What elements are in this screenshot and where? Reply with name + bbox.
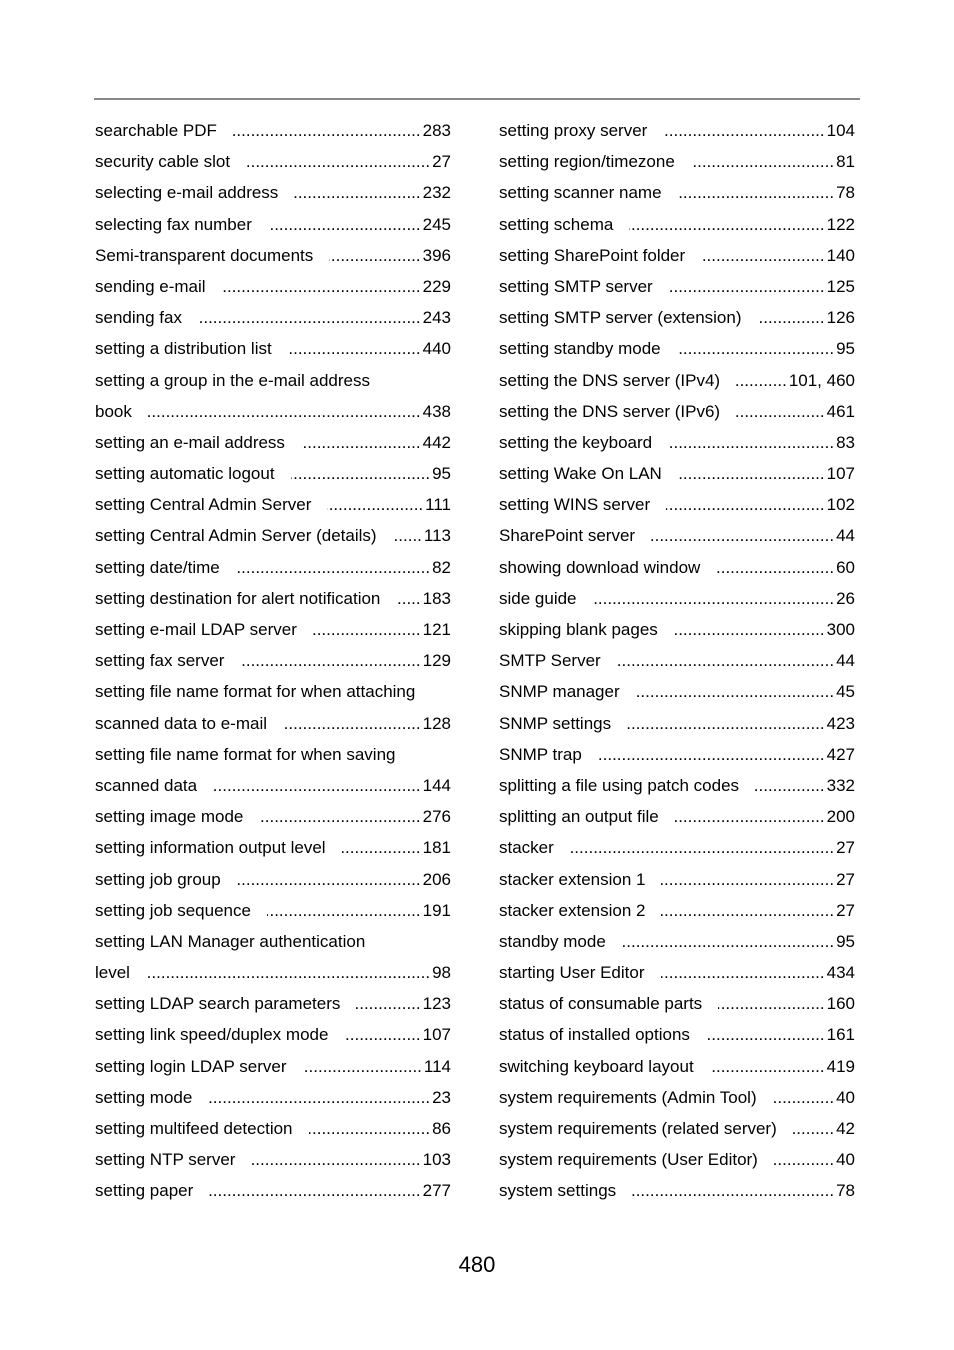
index-entry [499, 1019, 855, 1050]
index-entry [95, 1019, 451, 1050]
page-reference: 23 [432, 1087, 451, 1107]
index-term: setting mode [95, 1087, 193, 1107]
page-reference: 42 [836, 1119, 855, 1138]
index-entry [499, 770, 855, 801]
index-entry [499, 676, 855, 707]
dot-leader [246, 146, 430, 177]
index-entry [499, 926, 855, 957]
page-reference: 245 [422, 214, 451, 234]
index-term: setting file name format for when attaching [95, 682, 416, 702]
page-reference: 95 [432, 464, 451, 484]
page-reference: 191 [422, 900, 451, 920]
index-term: setting link speed/duplex mode [95, 1025, 329, 1045]
index-term: SharePoint server [499, 526, 636, 546]
header-rule [94, 98, 860, 100]
index-term: setting region/timezone [499, 152, 675, 172]
index-entry [95, 739, 451, 770]
index-entry [499, 302, 855, 333]
index-entry [95, 146, 451, 177]
page-reference: 44 [836, 526, 855, 546]
index-entry [95, 676, 451, 707]
index-term: starting User Editor [499, 963, 645, 983]
page-reference: 206 [422, 869, 451, 889]
page-reference: 161 [826, 1025, 855, 1045]
index-entry [499, 583, 855, 614]
page-reference: 60 [836, 557, 855, 577]
dot-leader [209, 1175, 420, 1206]
index-entry [95, 1144, 451, 1175]
page-reference: 283 [422, 121, 451, 140]
index-term: splitting a file using patch codes [499, 775, 740, 795]
index-entry [499, 988, 855, 1019]
index-entry [95, 645, 451, 676]
index-term: setting destination for alert notification [95, 588, 381, 608]
dot-leader [677, 333, 834, 364]
index-entry [499, 458, 855, 489]
page-reference: 104 [826, 121, 855, 140]
index-term: setting the keyboard [499, 432, 653, 452]
page-reference: 111 [425, 495, 451, 515]
page-reference: 95 [836, 931, 855, 951]
index-entry [95, 832, 451, 863]
index-term: setting paper [95, 1181, 194, 1201]
page-reference: 419 [826, 1056, 855, 1076]
index-term: stacker extension 1 [499, 869, 646, 889]
dot-leader [570, 832, 834, 863]
page-reference: 95 [836, 339, 855, 359]
index-term: security cable slot [95, 152, 231, 172]
index-entry [499, 895, 855, 926]
dot-leader [233, 115, 421, 146]
index-term: setting NTP server [95, 1150, 236, 1170]
page-reference: 300 [826, 620, 855, 639]
page-reference: 107 [826, 464, 855, 484]
dot-leader [267, 895, 421, 926]
page-reference: 129 [422, 651, 451, 671]
page-reference: 123 [422, 994, 451, 1014]
page-reference: 121 [422, 620, 451, 639]
page-reference: 103 [422, 1150, 451, 1170]
page-reference: 229 [422, 276, 451, 296]
dot-leader [237, 864, 421, 895]
index-column-right [499, 115, 855, 1207]
page-reference: 114 [423, 1056, 451, 1076]
page-reference: 45 [836, 682, 855, 702]
page-reference: 44 [836, 651, 855, 671]
page-reference: 81 [836, 152, 855, 172]
index-term: setting multifeed detection [95, 1119, 293, 1138]
index-entry [95, 1082, 451, 1113]
page-reference: 140 [826, 245, 855, 265]
page-reference: 144 [422, 775, 451, 795]
index-term: setting fax server [95, 651, 225, 671]
page-reference: 26 [836, 588, 855, 608]
index-entry [499, 552, 855, 583]
dot-leader [329, 240, 420, 271]
dot-leader [678, 458, 825, 489]
index-term: showing download window [499, 557, 701, 577]
index-entry [499, 489, 855, 520]
dot-leader [706, 1019, 825, 1050]
dot-leader [617, 645, 834, 676]
page-reference: 78 [836, 183, 855, 203]
index-term: SMTP Server [499, 651, 601, 671]
dot-leader [661, 895, 834, 926]
page-reference: 78 [836, 1181, 855, 1201]
index-entry [95, 302, 451, 333]
dot-leader [716, 552, 834, 583]
dot-leader [593, 583, 835, 614]
index-term: book [95, 401, 132, 421]
index-entry [499, 271, 855, 302]
index-entry [499, 1051, 855, 1082]
index-term: setting Central Admin Server (details) [95, 526, 377, 546]
index-entry [499, 520, 855, 551]
page-reference: 126 [826, 308, 855, 328]
index-entry [95, 427, 451, 458]
index-entry [95, 115, 451, 146]
index-term: switching keyboard layout [499, 1056, 694, 1076]
page-reference: 461 [826, 401, 855, 421]
page-reference: 434 [826, 963, 855, 983]
dot-leader [294, 177, 420, 208]
dot-leader [793, 1113, 834, 1144]
index-term: setting LDAP search parameters [95, 994, 341, 1014]
index-term: scanned data to e-mail [95, 713, 267, 733]
dot-leader [691, 146, 834, 177]
index-term: setting standby mode [499, 339, 661, 359]
index-entry [95, 240, 451, 271]
index-entry [499, 1113, 855, 1144]
dot-leader [251, 1144, 420, 1175]
index-term: SNMP trap [499, 744, 582, 764]
index-term: searchable PDF [95, 121, 217, 140]
dot-leader [301, 427, 421, 458]
dot-leader [773, 1082, 834, 1113]
index-entry [95, 895, 451, 926]
page-reference: 113 [423, 526, 451, 546]
index-entry [95, 988, 451, 1019]
page-reference: 277 [422, 1181, 451, 1201]
index-entry [499, 801, 855, 832]
index-entry [499, 427, 855, 458]
dot-leader [396, 583, 420, 614]
dot-leader [774, 1144, 834, 1175]
page-reference: 243 [422, 308, 451, 328]
index-term: setting the DNS server (IPv6) [499, 401, 721, 421]
page-reference: 442 [422, 432, 451, 452]
index-entry [95, 708, 451, 739]
index-term: skipping blank pages [499, 620, 658, 639]
page-reference: 27 [432, 152, 451, 172]
index-entry [95, 1113, 451, 1144]
index-entry [95, 770, 451, 801]
index-entry [95, 177, 451, 208]
index-term: system requirements (Admin Tool) [499, 1087, 757, 1107]
page-reference: 27 [836, 838, 855, 858]
index-entry [499, 645, 855, 676]
index-term: setting SharePoint folder [499, 245, 686, 265]
index-entry [95, 458, 451, 489]
dot-leader [259, 801, 420, 832]
index-term: selecting e-mail address [95, 183, 279, 203]
index-entry [95, 801, 451, 832]
page-reference: 128 [422, 713, 451, 733]
page-reference: 160 [826, 994, 855, 1014]
index-term: setting a group in the e-mail address [95, 370, 370, 390]
index-entry [499, 177, 855, 208]
dot-leader [651, 520, 834, 551]
index-term: sending fax [95, 308, 182, 328]
index-term: selecting fax number [95, 214, 252, 234]
dot-leader [710, 1051, 825, 1082]
page-reference: 232 [422, 183, 451, 203]
dot-leader [598, 739, 825, 770]
dot-leader [393, 520, 422, 551]
index-term: system requirements (User Editor) [499, 1150, 758, 1170]
dot-leader [675, 801, 825, 832]
index-term: setting job sequence [95, 900, 251, 920]
dot-leader [222, 271, 421, 302]
index-entry [95, 271, 451, 302]
index-term: setting information output level [95, 838, 326, 858]
page-number: 480 [458, 1252, 496, 1277]
dot-leader [632, 1175, 834, 1206]
dot-leader [758, 302, 825, 333]
dot-leader [622, 926, 834, 957]
page-reference: 438 [422, 401, 451, 421]
dot-leader [668, 427, 834, 458]
index-term: side guide [499, 588, 577, 608]
index-term: status of consumable parts [499, 994, 703, 1014]
dot-leader [629, 209, 824, 240]
dot-leader [236, 552, 430, 583]
dot-leader [661, 957, 825, 988]
page-reference: 82 [432, 557, 451, 577]
index-entry [499, 1144, 855, 1175]
index-term: setting Central Admin Server [95, 495, 312, 515]
index-entry [499, 1175, 855, 1206]
index-entry [95, 489, 451, 520]
page-reference: 125 [826, 276, 855, 296]
dot-leader [198, 302, 421, 333]
dot-leader [291, 458, 431, 489]
index-term: system requirements (related server) [499, 1119, 777, 1138]
index-term: stacker extension 2 [499, 900, 646, 920]
page-reference: 27 [836, 869, 855, 889]
index-entry [95, 333, 451, 364]
index-term: setting SMTP server [499, 276, 653, 296]
dot-leader [146, 957, 430, 988]
page-reference: 27 [836, 900, 855, 920]
index-entry [95, 520, 451, 551]
index-term: setting WINS server [499, 495, 651, 515]
index-term: scanned data [95, 775, 198, 795]
dot-leader [283, 708, 421, 739]
index-entry [499, 115, 855, 146]
index-term: setting date/time [95, 557, 220, 577]
dot-leader [718, 988, 824, 1019]
index-entry [499, 1082, 855, 1113]
dot-leader [208, 1082, 430, 1113]
index-term: setting an e-mail address [95, 432, 285, 452]
index-column-left [95, 115, 451, 1207]
page-reference: 423 [826, 713, 855, 733]
dot-leader [674, 614, 825, 645]
dot-leader [309, 1113, 431, 1144]
index-entry [499, 396, 855, 427]
index-term: setting scanner name [499, 183, 662, 203]
index-entry [95, 614, 451, 645]
dot-leader [661, 864, 834, 895]
dot-leader [344, 1019, 420, 1050]
dot-leader [148, 396, 421, 427]
index-entry [499, 708, 855, 739]
page-reference: 86 [432, 1119, 451, 1138]
page-reference: 276 [422, 807, 451, 827]
index-term: sending e-mail [95, 276, 206, 296]
page-reference: 440 [422, 339, 451, 359]
index-term: setting job group [95, 869, 221, 889]
page-reference: 332 [826, 775, 855, 795]
page-reference: 98 [432, 963, 451, 983]
index-term: setting Wake On LAN [499, 464, 662, 484]
index-term: SNMP manager [499, 682, 620, 702]
page-reference: 183 [422, 588, 451, 608]
index-term: setting proxy server [499, 121, 648, 140]
dot-leader [288, 333, 421, 364]
index-entry [499, 832, 855, 863]
page-reference: 40 [836, 1087, 855, 1107]
index-entry [499, 240, 855, 271]
index-term: setting automatic logout [95, 464, 275, 484]
index-term: Semi-transparent documents [95, 245, 314, 265]
dot-leader [313, 614, 421, 645]
index-entry [95, 552, 451, 583]
dot-leader [736, 396, 825, 427]
index-entry [95, 1175, 451, 1206]
dot-leader [342, 832, 421, 863]
index-entry [499, 614, 855, 645]
page-reference: 101, 460 [788, 370, 855, 390]
index-term: setting a distribution list [95, 339, 272, 359]
page-reference: 40 [836, 1150, 855, 1170]
page-reference: 83 [836, 432, 855, 452]
index-entry [499, 864, 855, 895]
index-term: SNMP settings [499, 713, 612, 733]
dot-leader [736, 365, 787, 396]
page-reference: 427 [826, 744, 855, 764]
dot-leader [701, 240, 824, 271]
index-entry [499, 146, 855, 177]
dot-leader [663, 115, 824, 146]
dot-leader [755, 770, 825, 801]
dot-leader [636, 676, 834, 707]
page-reference: 200 [826, 807, 855, 827]
index-term: setting e-mail LDAP server [95, 620, 297, 639]
dot-leader [303, 1051, 422, 1082]
index-term: setting image mode [95, 807, 244, 827]
index-term: setting login LDAP server [95, 1056, 287, 1076]
page-reference: 181 [422, 838, 451, 858]
dot-leader [213, 770, 421, 801]
index-term: system settings [499, 1181, 617, 1201]
dot-leader [327, 489, 423, 520]
dot-leader [678, 177, 835, 208]
index-entry [95, 864, 451, 895]
dot-leader [627, 708, 825, 739]
index-term: level [95, 963, 130, 983]
index-term: stacker [499, 838, 554, 858]
index-entry [499, 209, 855, 240]
index-entry [95, 583, 451, 614]
index-entry [499, 333, 855, 364]
dot-leader [356, 988, 420, 1019]
index-entry [499, 739, 855, 770]
index-entry [95, 209, 451, 240]
page-reference: 396 [422, 245, 451, 265]
index-entry [95, 957, 451, 988]
page-reference: 102 [826, 495, 855, 515]
index-entry [499, 957, 855, 988]
index-entry [95, 365, 451, 396]
index-term: standby mode [499, 931, 606, 951]
index-entry [95, 926, 451, 957]
index-term: setting SMTP server (extension) [499, 308, 742, 328]
dot-leader [669, 271, 825, 302]
index-entry [499, 365, 855, 396]
dot-leader [666, 489, 824, 520]
dot-leader [240, 645, 420, 676]
index-term: setting the DNS server (IPv4) [499, 370, 721, 390]
page-reference: 107 [422, 1025, 451, 1045]
dot-leader [268, 209, 421, 240]
index-term: setting file name format for when saving [95, 744, 396, 764]
page-reference: 122 [826, 214, 855, 234]
index-term: setting LAN Manager authentication [95, 931, 366, 951]
index-term: splitting an output file [499, 807, 659, 827]
index-term: status of installed options [499, 1025, 690, 1045]
index-term: setting schema [499, 214, 614, 234]
index-entry [95, 396, 451, 427]
index-entry [95, 1051, 451, 1082]
